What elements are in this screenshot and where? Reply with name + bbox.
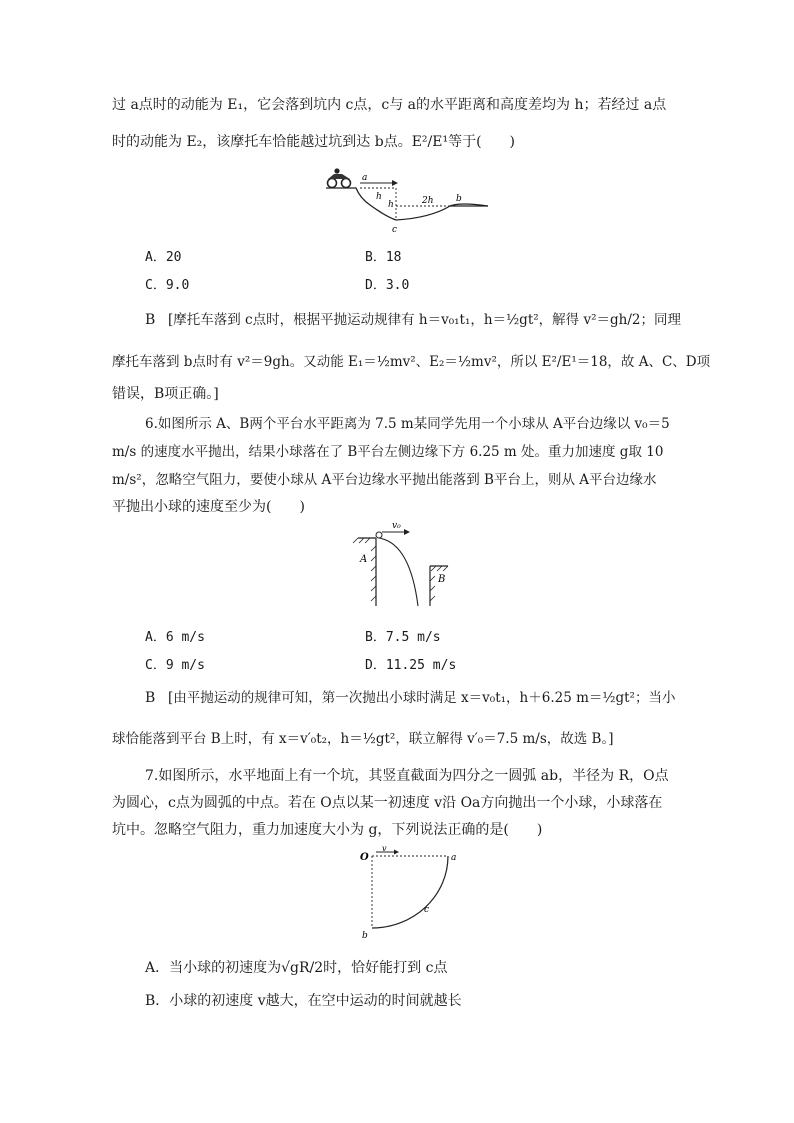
q7-line-3: 坑中。忽略空气阻力，重力加速度大小为 g，下列说法正确的是( ) xyxy=(112,822,543,838)
q7-figure xyxy=(358,846,468,942)
q6-answer-letter: B xyxy=(145,690,156,706)
q7-line-2: 为圆心，c点为圆弧的中点。若在 O点以某一初速度 v沿 Oa方向抛出一个小球，小球落在 xyxy=(112,795,663,811)
q7-label-c: c xyxy=(424,905,430,915)
q5-line-1: 过 a点时的动能为 E₁，它会落到坑内 c点，c与 a的水平距离和高度差均为 h；若经过 a点 xyxy=(112,97,667,113)
q6-label-v0: v₀ xyxy=(392,521,401,531)
q6-figure xyxy=(350,518,470,608)
q6-option-b[interactable]: B．7.5 m/s xyxy=(365,630,441,645)
q6-line-4: 平抛出小球的速度至少为( ) xyxy=(112,499,305,515)
q5-option-c[interactable]: C．9.0 xyxy=(145,278,190,293)
q5-label-h2: h xyxy=(388,200,394,210)
q5-option-d[interactable]: D．3.0 xyxy=(365,278,410,293)
motorcycle-icon xyxy=(328,168,351,187)
q6-option-d[interactable]: D．11.25 m/s xyxy=(365,658,457,673)
q7-option-b[interactable]: B．小球的初速度 v越大，在空中运动的时间就越长 xyxy=(145,993,462,1009)
q5-label-h1: h xyxy=(376,192,382,202)
q6-explanation-2: 球恰能落到平台 B上时，有 x＝v′₀t₂，h＝½gt²，联立解得 v′₀＝7.5 m/s，故选 B。] xyxy=(112,731,614,747)
q5-explanation-2: 摩托车落到 b点时有 v²＝9gh。又动能 E₁＝½mv²、E₂＝½mv²，所以 E²/E¹＝18，故 A、C、D项 xyxy=(112,354,711,370)
q6-explanation-1: [由平抛运动的规律可知，第一次抛出小球时满足 x＝v₀t₁，h＋6.25 m＝½gt²；当小 xyxy=(168,690,676,706)
q5-option-a[interactable]: A．20 xyxy=(145,250,182,265)
q7-label-a: a xyxy=(451,853,457,863)
q7-label-O: O xyxy=(360,852,369,863)
q7-line-1: 7.如图所示，水平地面上有一个坑，其竖直截面为四分之一圆弧 ab，半径为 R，O点 xyxy=(145,768,669,784)
q6-option-c[interactable]: C．9 m/s xyxy=(145,658,205,673)
q6-line-1: 6.如图所示 A、B两个平台水平距离为 7.5 m某同学先用一个小球从 A平台边缘以 v₀＝5 xyxy=(145,416,670,432)
q5-option-b[interactable]: B．18 xyxy=(365,250,402,265)
q5-label-2h: 2h xyxy=(422,196,434,206)
q7-option-a[interactable]: A．当小球的初速度为√gR/2时，恰好能打到 c点 xyxy=(145,960,448,976)
q5-line-2: 时的动能为 E₂，该摩托车恰能越过坑到达 b点。E²/E¹等于( ) xyxy=(112,134,515,150)
q6-option-a[interactable]: A．6 m/s xyxy=(145,630,205,645)
q5-explanation-1: [摩托车落到 c点时，根据平抛运动规律有 h＝v₀₁t₁，h＝½gt²，解得 v²＝gh/2；同理 xyxy=(168,312,681,328)
q6-label-A: A xyxy=(360,554,368,565)
q6-label-B: B xyxy=(438,574,446,585)
q5-explanation-3: 错误，B项正确。] xyxy=(112,386,219,402)
q5-label-a: a xyxy=(362,173,368,183)
q5-label-c: c xyxy=(392,225,398,234)
q6-line-2: m/s 的速度水平抛出，结果小球落在了 B平台左侧边缘下方 6.25 m 处。重力加速度 g取 10 xyxy=(112,444,664,460)
q6-line-3: m/s²，忽略空气阻力，要使小球从 A平台边缘水平抛出能落到 B平台上，则从 A平台边缘水 xyxy=(112,472,657,488)
q5-label-b: b xyxy=(456,194,462,204)
q5-figure xyxy=(320,168,500,234)
q5-answer-letter: B xyxy=(145,312,156,328)
q7-label-b: b xyxy=(362,931,368,941)
q7-label-v: v xyxy=(382,846,387,853)
